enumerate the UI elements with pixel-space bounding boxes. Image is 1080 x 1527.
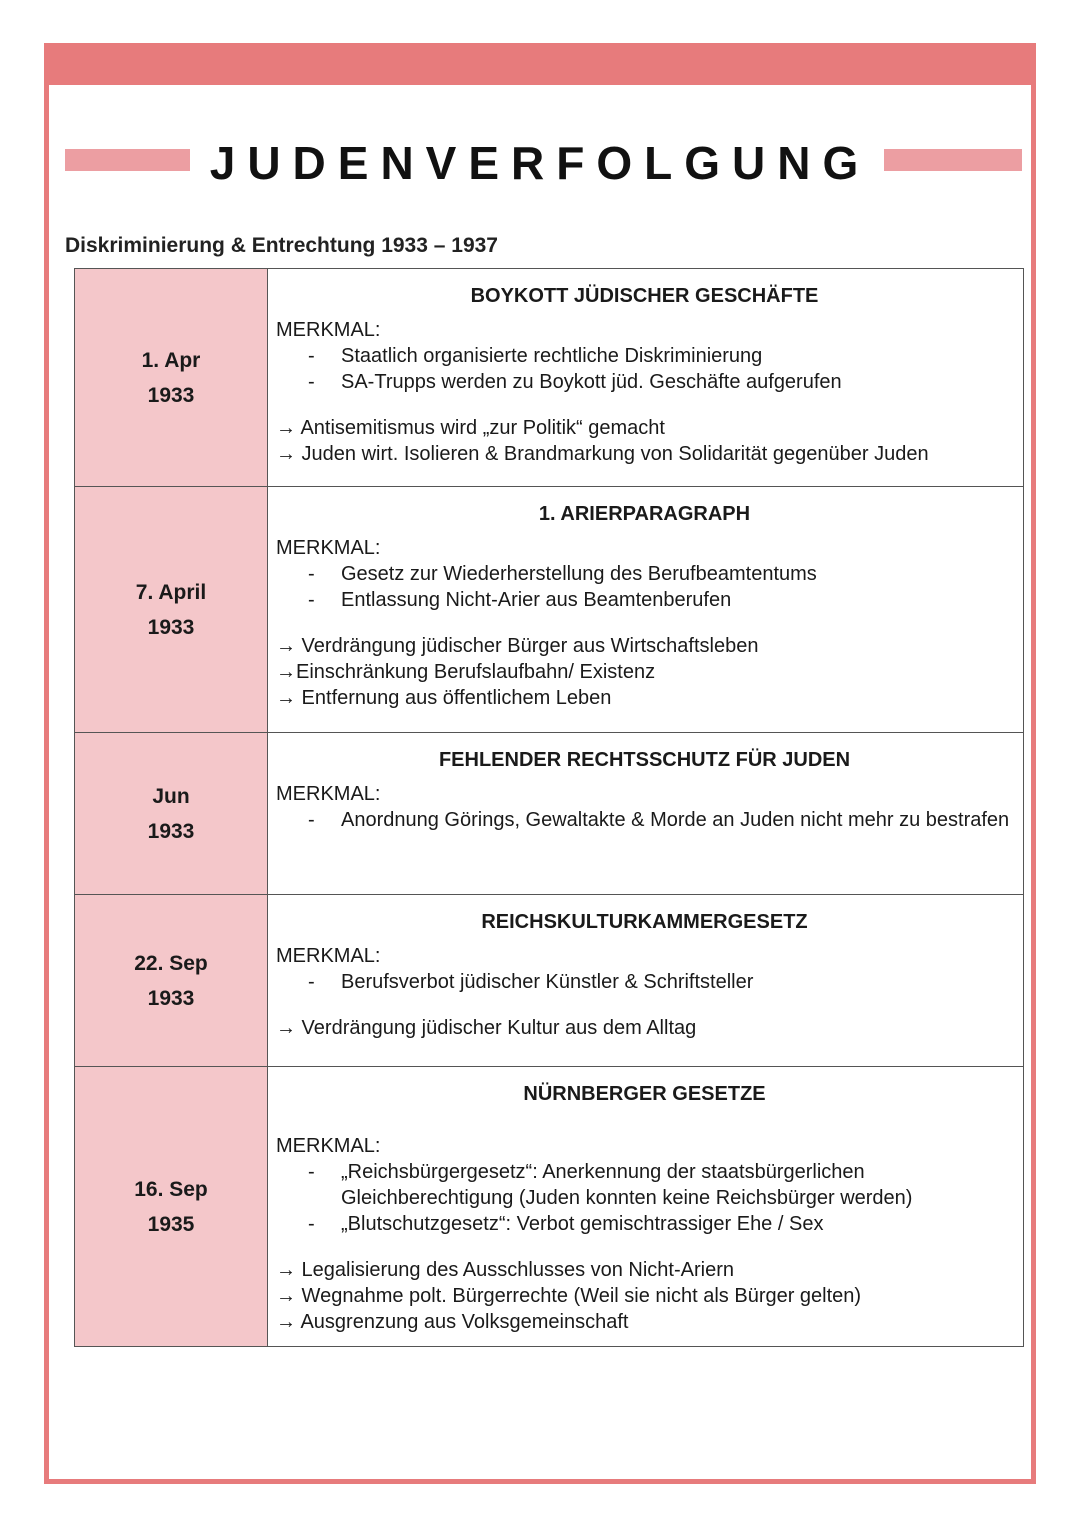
result-list	[276, 1257, 1013, 1335]
row-heading: 1. ARIERPARAGRAPH	[538, 503, 751, 525]
merkmal-list	[276, 969, 1013, 995]
merkmal-list	[276, 561, 1013, 613]
table-row	[75, 269, 1023, 486]
table-row	[75, 732, 1023, 894]
list-item: - „Reichsbürgergesetz“: Anerkennung der staatsbürgerlichen Gleichberechtigung (Juden konnten keine Reichsbürger werden)	[276, 1159, 1013, 1211]
list-item: - SA-Trupps werden zu Boykott jüd. Geschäfte aufgerufen	[276, 369, 1013, 395]
result-item: → Antisemitismus wird „zur Politik“ gemacht	[276, 417, 665, 439]
row-heading: NÜRNBERGER GESETZE	[523, 1083, 766, 1105]
date-cell	[75, 733, 268, 894]
result-list	[276, 415, 1013, 467]
result-item: → Ausgrenzung aus Volksgemeinschaft	[276, 1311, 629, 1333]
table-row	[75, 486, 1023, 732]
year-label: 1933	[147, 986, 195, 1010]
row-heading: REICHSKULTURKAMMERGESETZ	[481, 911, 808, 933]
result-item: → Verdrängung jüdischer Kultur aus dem Alltag	[276, 1017, 697, 1039]
result-item: → Entfernung aus öffentlichem Leben	[276, 687, 612, 709]
list-item: - „Blutschutzgesetz“: Verbot gemischtrassiger Ehe / Sex	[276, 1211, 1013, 1237]
merkmal-label: MERKMAL:	[276, 537, 381, 559]
date-cell	[75, 1067, 268, 1346]
year-label: 1933	[147, 383, 195, 407]
date-label: 1. Apr	[141, 348, 201, 372]
section-subtitle: Diskriminierung & Entrechtung 1933 – 1937	[65, 234, 498, 257]
header-bar	[44, 43, 1036, 85]
row-heading: BOYKOTT JÜDISCHER GESCHÄFTE	[470, 285, 819, 307]
row-heading: FEHLENDER RECHTSSCHUTZ FÜR JUDEN	[438, 749, 851, 771]
list-item: - Entlassung Nicht-Arier aus Beamtenberufen	[276, 587, 1013, 613]
title-decoration-left	[65, 149, 190, 171]
content-cell	[268, 487, 1023, 732]
table-row	[75, 894, 1023, 1066]
title-decoration-right	[884, 149, 1022, 171]
merkmal-list	[276, 343, 1013, 395]
year-label: 1935	[147, 1212, 195, 1236]
merkmal-list	[276, 1159, 1013, 1237]
list-item: - Anordnung Görings, Gewaltakte & Morde an Juden nicht mehr zu bestrafen	[276, 807, 1013, 833]
result-item: → Juden wirt. Isolieren & Brandmarkung von Solidarität gegenüber Juden	[276, 443, 929, 465]
date-label: Jun	[152, 784, 190, 808]
year-label: 1933	[147, 819, 195, 843]
merkmal-label: MERKMAL:	[276, 945, 381, 967]
merkmal-label: MERKMAL:	[276, 1135, 381, 1157]
result-item: → Legalisierung des Ausschlusses von Nicht-Ariern	[276, 1259, 734, 1281]
merkmal-list	[276, 807, 1013, 833]
list-item: - Berufsverbot jüdischer Künstler & Schriftsteller	[276, 969, 1013, 995]
result-list	[276, 1015, 1013, 1041]
content-cell	[268, 895, 1023, 1066]
content-cell	[268, 269, 1023, 486]
page-title: JUDENVERFOLGUNG	[209, 137, 871, 189]
result-list	[276, 633, 1013, 711]
date-cell	[75, 269, 268, 486]
result-item: → Verdrängung jüdischer Bürger aus Wirtschaftsleben	[276, 635, 759, 657]
year-label: 1933	[147, 615, 195, 639]
timeline-table	[74, 268, 1024, 1347]
merkmal-label: MERKMAL:	[276, 783, 381, 805]
content-cell	[268, 733, 1023, 894]
date-cell	[75, 895, 268, 1066]
result-item: → Wegnahme polt. Bürgerrechte (Weil sie nicht als Bürger gelten)	[276, 1285, 862, 1307]
list-item: - Staatlich organisierte rechtliche Diskriminierung	[276, 343, 1013, 369]
result-item: →Einschränkung Berufslaufbahn/ Existenz	[276, 661, 656, 683]
date-label: 22. Sep	[134, 951, 208, 975]
date-cell	[75, 487, 268, 732]
content-cell	[268, 1067, 1023, 1346]
date-label: 16. Sep	[134, 1177, 208, 1201]
list-item: - Gesetz zur Wiederherstellung des Berufbeamtentums	[276, 561, 1013, 587]
table-row	[75, 1066, 1023, 1346]
date-label: 7. April	[135, 580, 207, 604]
merkmal-label: MERKMAL:	[276, 319, 381, 341]
